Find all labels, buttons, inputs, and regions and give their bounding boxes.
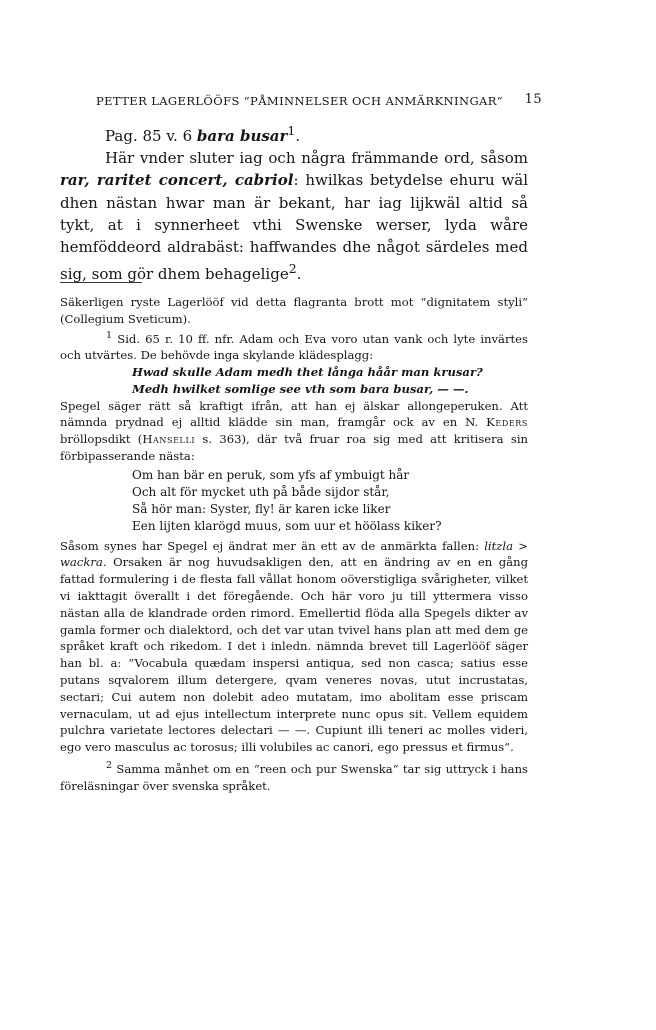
running-title: PETTER LAGERLÖÖFS “PÅMINNELSER OCH ANMÄRKNINGAR“ [96,94,504,108]
footnote-2-text: Samma månhet om en “reen och pur Swenska“ tar sig uttryck i hans föreläsningar över svenska språket. [60,761,528,793]
author-name: Keders [486,415,528,430]
reference-location: Pag. 85 v. 6 [105,127,197,145]
page-number: 15 [524,92,542,107]
footnote-divider [60,282,142,283]
poem-line: Een lijten klarögd muus, som uur et höölass kiker? [132,519,442,534]
poem-line: Om han bär en peruk, som yfs af ymbuigt hår [132,467,410,482]
continued-text-c: s. 363), där två fruar roa sig med att kritisera sin förbipasserande nästa: [60,432,529,464]
verse-line-2: Medh hwilket somlige see vth som bara busar, — —. [132,381,469,396]
reference-quote: bara busar [196,127,288,145]
poem-line: Och alt för mycket uth på både sijdor står, [132,485,390,500]
source-name: Hanselli [142,432,196,447]
main-text [60,120,528,285]
old-word: litzla [484,538,514,553]
new-word: wackra [60,555,103,570]
footnotes [60,294,528,794]
commentary-paragraph [60,538,528,756]
footnote-1-continued [60,398,528,465]
reference-end: . [295,127,301,145]
paragraph-end: . [296,265,302,284]
footnote-1-text: Sid. 65 r. 10 ff. nfr. Adam och Eva voro utan vank och lyte invärtes och utvärtes. De behövde inga skylande klädesplagg: [60,331,528,363]
commentary-text-b: . Orsaken är nog huvudsakligen den, att en ändring av en en gång fattad formulering i de flesta fall vållat honom oöverstigliga svårigheter, vilket vi iakttagit överallt i det föregående. Och här voro ju till yttermera visso nästan alla de klandrade orden rimord. Emellertid flöda alla Spegels dikter av gamla former och dialektord, och det var utan tvivel hans plan att med dem ge språket kraft och rikedom. I det i inledn. nämnda brevet till Lagerlööf säger han bl. a: “Vocabula quædam inspersi antiqua, sed non casca; satius esse putans sqvalorem illum detergere, qvam veneres novas, utut incrustatas, sectari; Cui autem non dolebit adeo mutatam, imo abolitam esse priscam vernaculam, ut ad ejus intellectum interprete nunc opus sit. Vellem equidem pulchra varietate lectores delectari — —. Cupiunt illi teneri ac molles videri, ego vero masculus ac torosus; illi volubiles ac canori, ego pressus et firmus“. [60,555,528,755]
commentary-text-a: Såsom synes har Spegel ej ändrat mer än ett av de anmärkta fallen: [60,538,485,553]
poem-quote [60,467,528,536]
note-intro: Säkerligen ryste Lagerlööf vid detta flagranta brott mot “dignitatem styli“ (Collegium Sveticum). [60,295,528,326]
footnote-marker-1: 1 [287,123,296,138]
continued-text-b: bröllopsdikt ( [60,432,143,447]
footnote-marker-2: 2 [288,261,297,277]
footnote-1-mark: 1 [106,329,113,341]
change-arrow: > [513,538,528,553]
footnote-2-mark: 2 [106,760,113,771]
continued-text-a: Spegel säger rätt så kraftigt ifrån, att han ej älskar allongeperuken. Att nämnda prydnad ej alltid klädde sin man, framgår ock av en N. [60,398,528,430]
reference-line [60,120,528,147]
footnote-1 [60,328,528,364]
foreign-words: rar, raritet concert, cabriol [60,171,294,190]
poem-line: Så hör man: Syster, fly! är karen icke liker [132,502,391,517]
verse-line-1: Hwad skulle Adam medh thet långa håår man krusar? [132,365,483,380]
paragraph-text-a: Här vnder sluter iag och några främmande ord, såsom [105,149,528,168]
footnote-2 [60,758,528,794]
main-paragraph [60,147,528,285]
paragraph-text-b: : hwilkas betydelse ehuru wäl dhen nästan hwar man är bekant, har iag lijkwäl altid så tykt, at i synnerheet vthi Swenske werser, lyda wåre hemföddeord aldrabäst: haffwandes dhe något särdeles med sig, som gör dhem behagelige [60,171,528,284]
